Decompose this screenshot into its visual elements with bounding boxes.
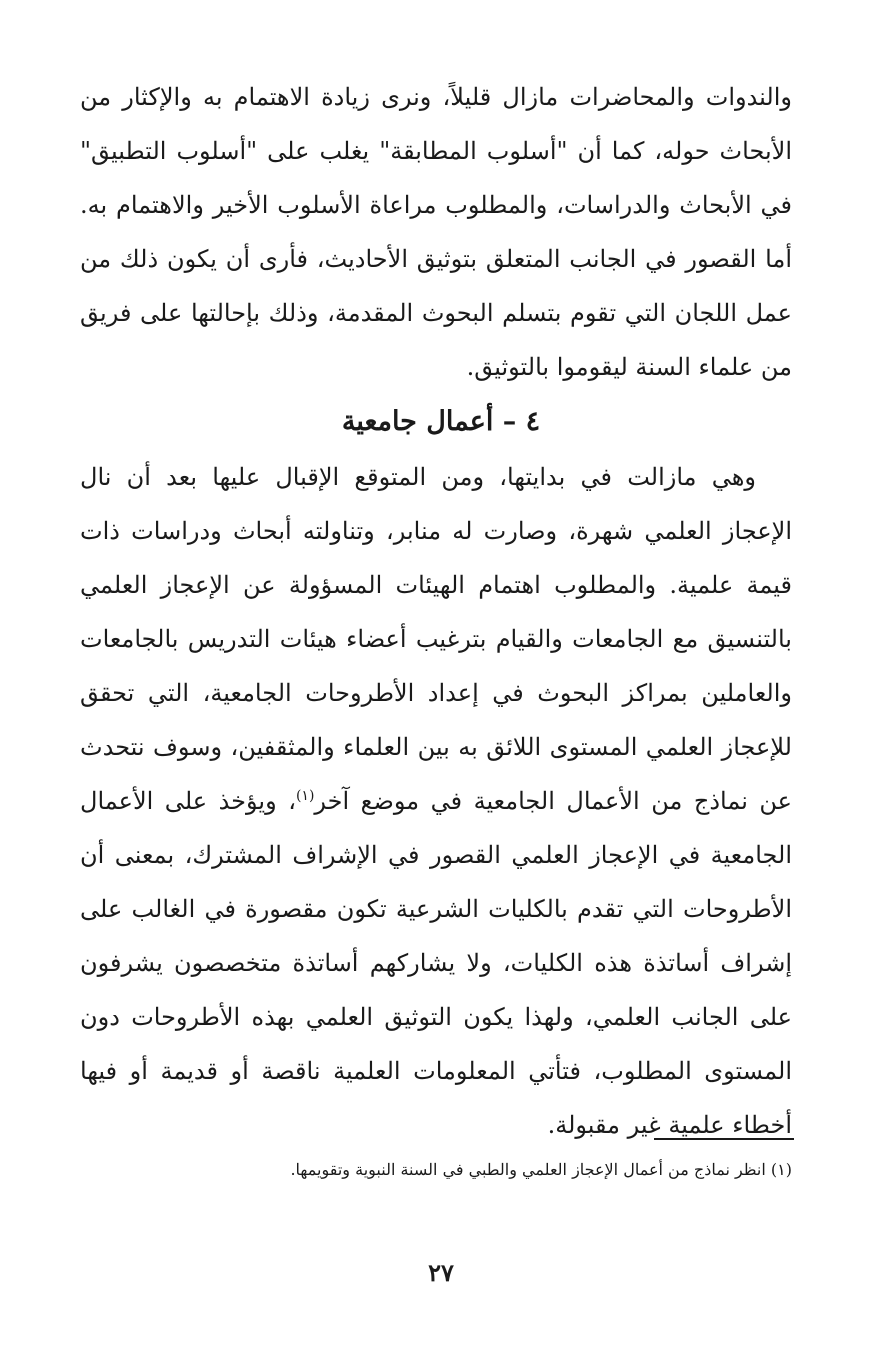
footnote-divider xyxy=(654,1138,794,1140)
paragraph-continued xyxy=(80,70,792,394)
paragraph-text: والندوات والمحاضرات مازال قليلاً، ونرى زيادة الاهتمام به والإكثار من الأبحاث حوله، كما أن "أسلوب المطابقة" يغلب على "أسلوب التطبيق" في الأبحاث والدراسات، والمطلوب مراعاة الأسلوب الأخير والاهتمام به. أما القصور في الجانب المتعلق بتوثيق الأحاديث، فأرى أن يكون ذلك من عمل اللجان التي تقوم بتسلم البحوث المقدمة، وذلك بإحالتها على فريق من علماء السنة ليقوموا بالتوثيق. xyxy=(80,83,792,381)
paragraph-text-part-2: ، ويؤخذ على الأعمال الجامعية في الإعجاز العلمي القصور في الإشراف المشترك، بمعنى أن الأطروحات التي تقدم بالكليات الشرعية تكون مقصورة في الغالب على إشراف أساتذة هذه الكليات، ولا يشاركهم أساتذة متخصصون يشرفون على الجانب العلمي، ولهذا يكون التوثيق العلمي بهذه الأطروحات دون المستوى المطلوب، فتأتي المعلومات العلمية ناقصة أو قديمة أو فيها أخطاء علمية غير مقبولة. xyxy=(80,787,793,1139)
paragraph-text-part-1: وهي مازالت في بدايتها، ومن المتوقع الإقبال عليها بعد أن نال الإعجاز العلمي شهرة، وصارت له منابر، وتناولته أبحاث ودراسات ذات قيمة علمية. والمطلوب اهتمام الهيئات المسؤولة عن الإعجاز العلمي بالتنسيق مع الجامعات والقيام بترغيب أعضاء هيئات التدريس بالجامعات والعاملين بمراكز البحوث في إعداد الأطروحات الجامعية، التي تحقق للإعجاز العلمي المستوى اللائق به بين العلماء والمثقفين، وسوف نتحدث عن نماذج من الأعمال الجامعية في موضع آخر xyxy=(80,463,793,815)
footnote-text: (١) انظر نماذج من أعمال الإعجاز العلمي والطبي في السنة النبوية وتقويمها. xyxy=(290,1160,792,1179)
paragraph-university-works xyxy=(80,450,792,1152)
paragraph-text xyxy=(80,450,792,1152)
page-number: ٢٧ xyxy=(428,1258,454,1287)
section-heading: ٤ – أعمال جامعية xyxy=(341,406,541,437)
footnote-reference[interactable]: (١) xyxy=(295,788,315,804)
